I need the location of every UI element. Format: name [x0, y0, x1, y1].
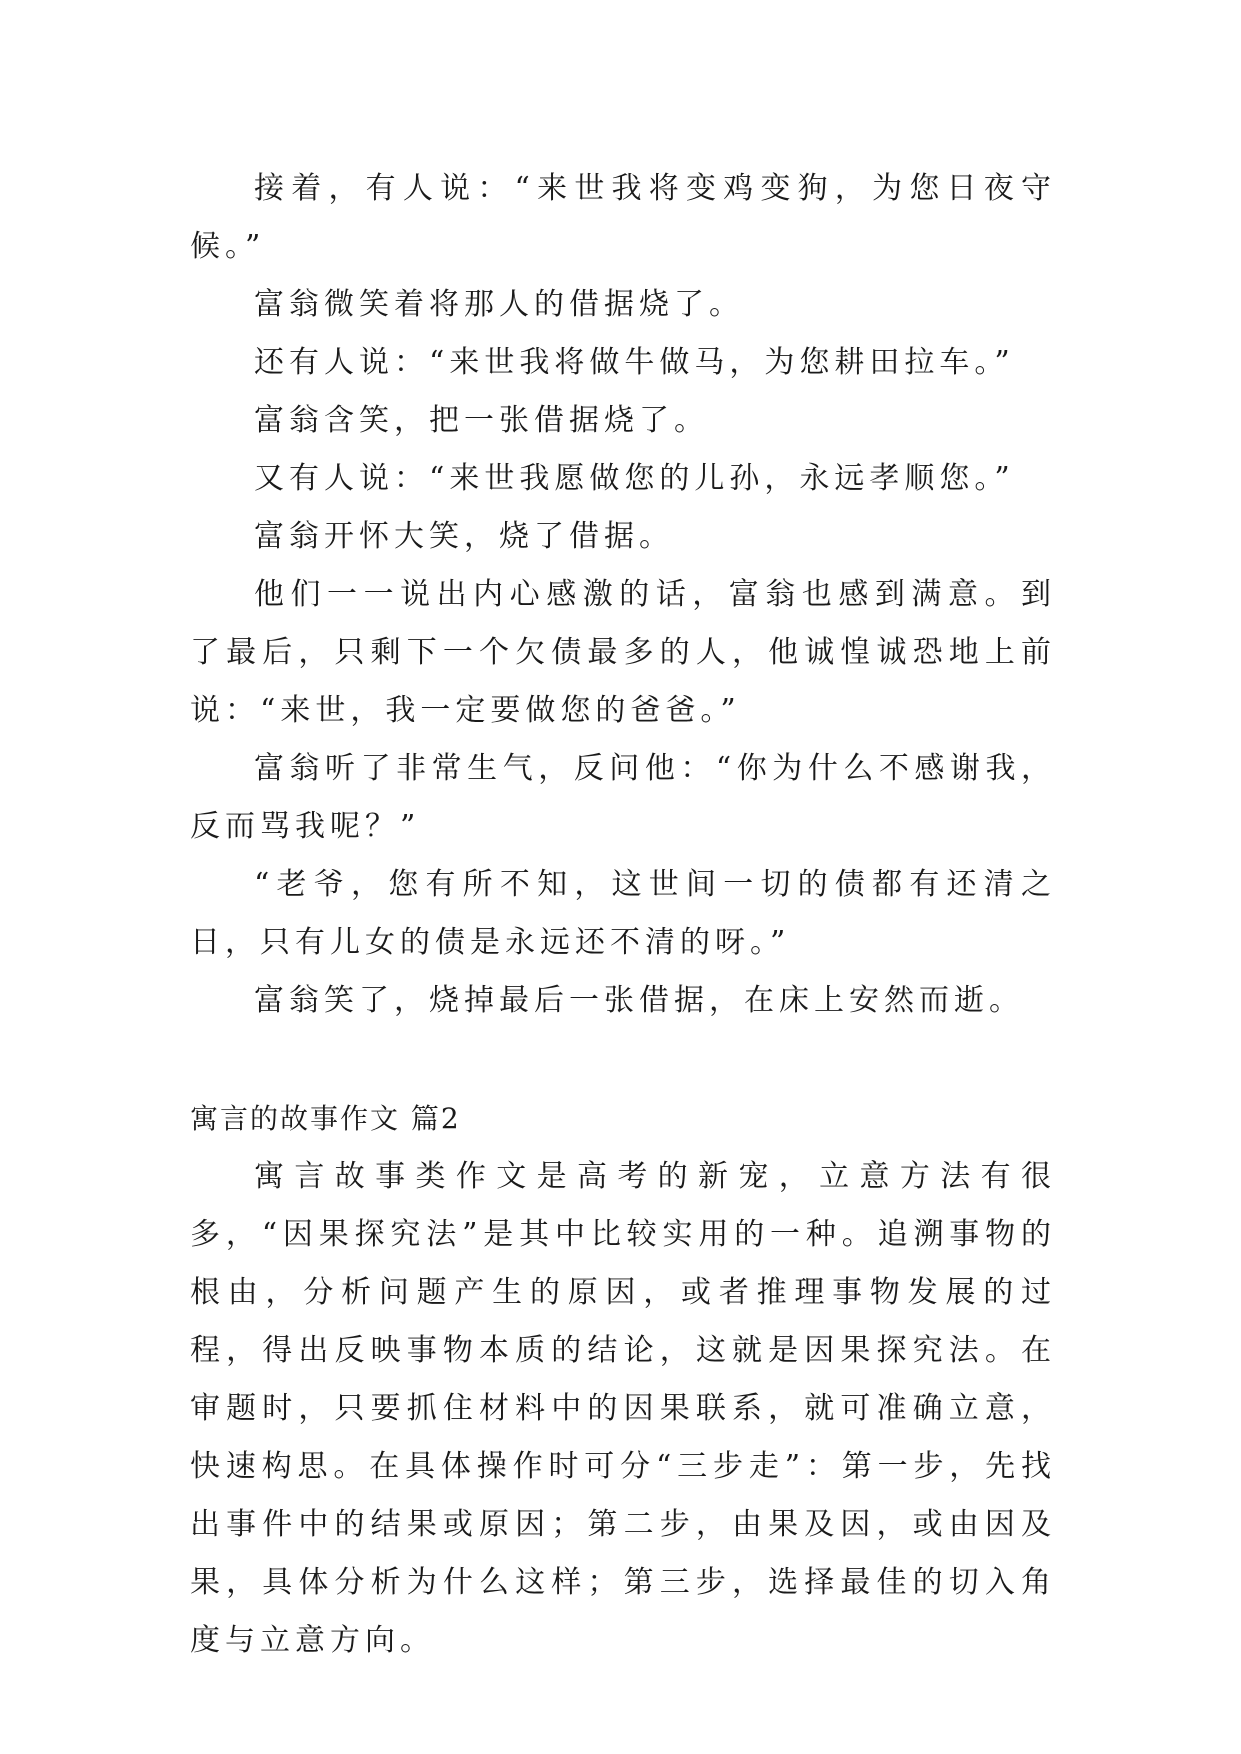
story-paragraph: 接着，有人说：“来世我将变鸡变狗，为您日夜守候。” [190, 171, 1056, 264]
story-paragraph: 富翁微笑着将那人的借据烧了。 [254, 287, 744, 322]
story-paragraph: 富翁含笑，把一张借据烧了。 [254, 403, 709, 438]
story-paragraph: 富翁开怀大笑，烧了借据。 [254, 519, 674, 554]
story-paragraph: 又有人说：“来世我愿做您的儿孙，永远孝顺您。” [254, 461, 1015, 496]
story-paragraph: 还有人说：“来世我将做牛做马，为您耕田拉车。” [254, 345, 1015, 380]
document-body [190, 160, 1056, 1670]
story-paragraph: 他们一一说出内心感激的话，富翁也感到满意。到了最后，只剩下一个欠债最多的人，他诚惶诚恐地上前说：“来世，我一定要做您的爸爸。” [190, 577, 1056, 728]
section-paragraph: 寓言故事类作文是高考的新宠，立意方法有很多，“因果探究法”是其中比较实用的一种。追溯事物的根由，分析问题产生的原因，或者推理事物发展的过程，得出反映事物本质的结论，这就是因果探究法。在审题时，只要抓住材料中的因果联系，就可准确立意，快速构思。在具体操作时可分“三步走”：第一步，先找出事件中的结果或原因；第二步，由果及因，或由因及果，具体分析为什么这样；第三步，选择最佳的切入角度与立意方向。 [190, 1159, 1056, 1658]
story-paragraph: 富翁听了非常生气，反问他：“你为什么不感谢我，反而骂我呢？” [190, 751, 1056, 844]
section-title: 寓言的故事作文 篇2 [190, 1102, 461, 1135]
story-paragraph: 富翁笑了，烧掉最后一张借据，在床上安然而逝。 [254, 983, 1024, 1018]
story-paragraph: “老爷，您有所不知，这世间一切的债都有还清之日，只有儿女的债是永远还不清的呀。” [190, 867, 1056, 960]
